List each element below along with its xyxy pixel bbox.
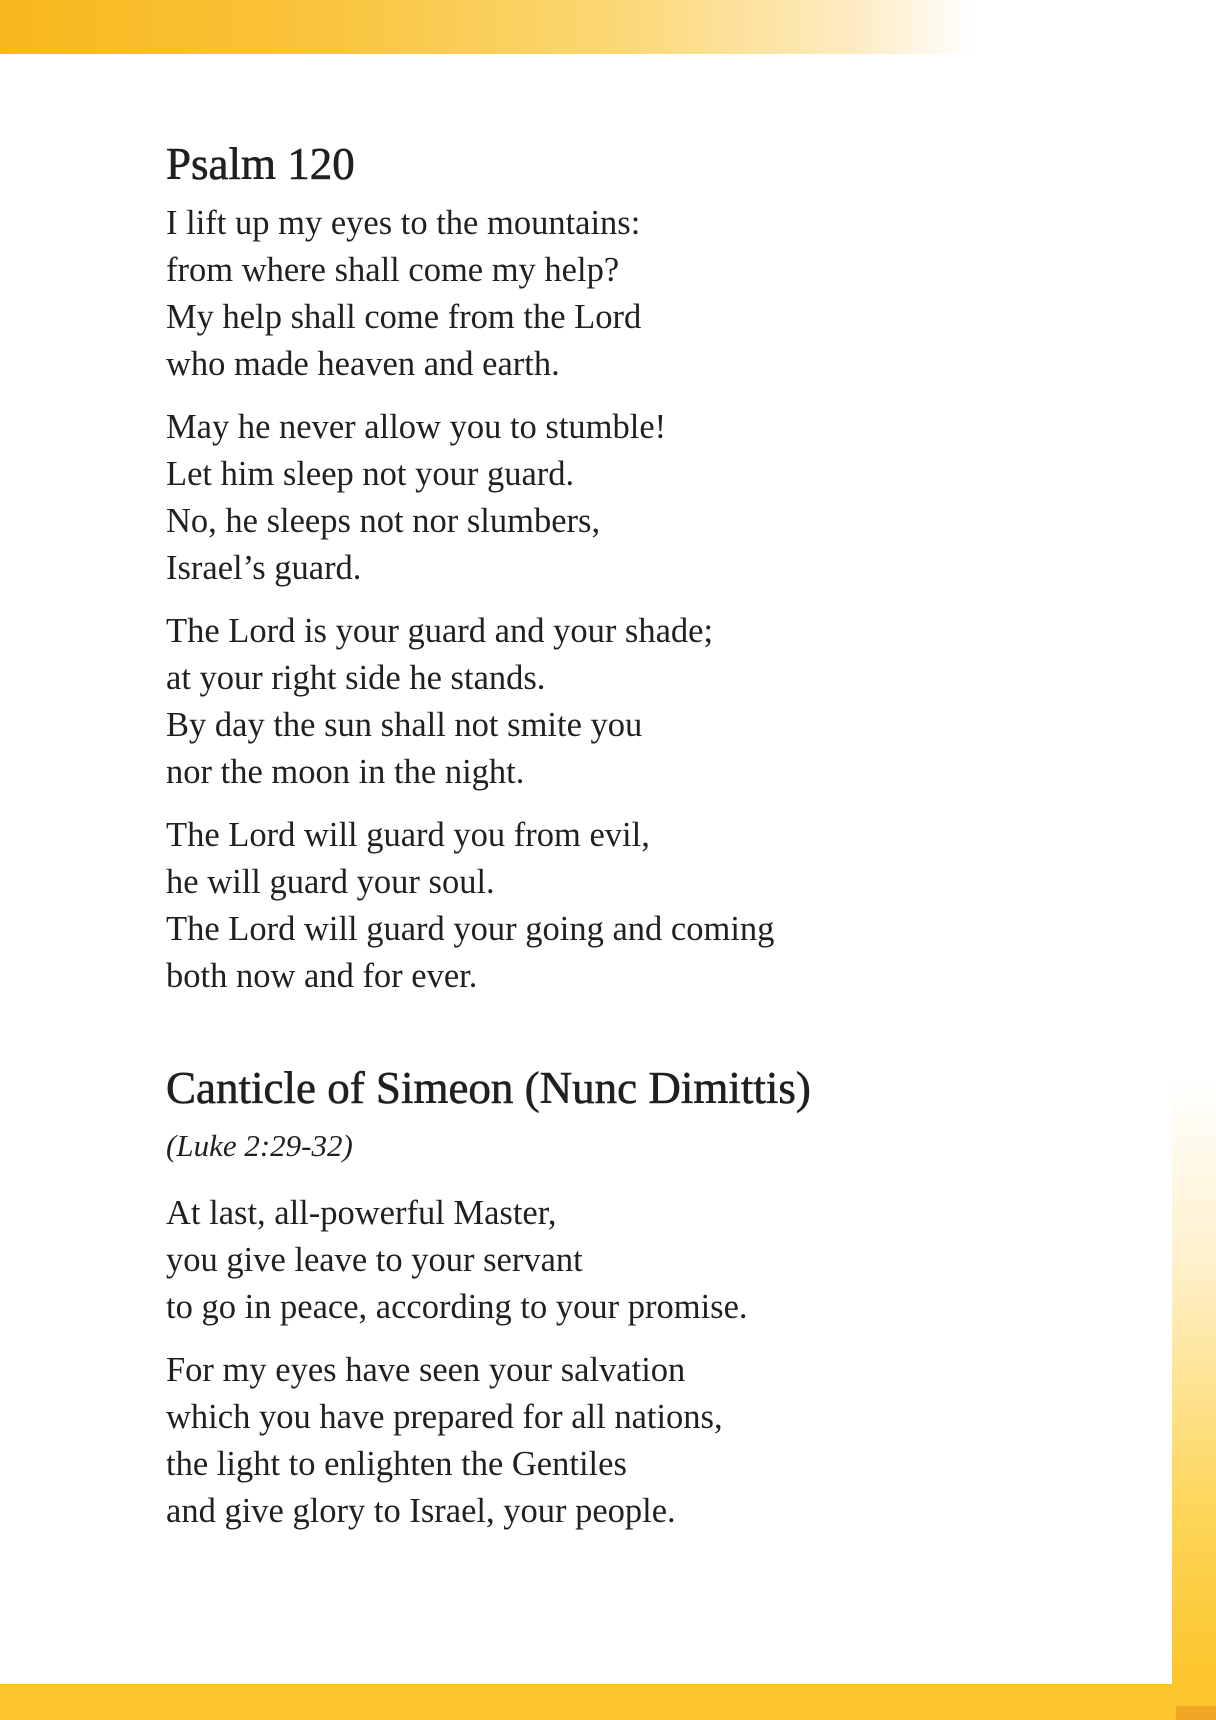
verse-line: The Lord will guard you from evil, [166,816,650,854]
verse-line: at your right side he stands. [166,659,546,697]
verse-line: he will guard your soul. [166,863,495,901]
stanza [166,812,1026,1000]
verse-line: My help shall come from the Lord [166,298,642,336]
stanza [166,608,1026,796]
psalm-120-section [166,136,1026,1000]
section-title: Canticle of Simeon (Nunc Dimittis) [166,1063,811,1113]
verse-line: Let him sleep not your guard. [166,455,575,493]
verse-line: The Lord is your guard and your shade; [166,612,714,650]
scripture-reference: (Luke 2:29-32) [166,1128,353,1163]
stanza [166,1190,1026,1331]
verse-line: from where shall come my help? [166,251,620,289]
verse-line: The Lord will guard your going and coming [166,910,775,948]
page-content [166,136,1026,1551]
verse-line: By day the sun shall not smite you [166,706,643,744]
stanza [166,1347,1026,1535]
verse-line: to go in peace, according to your promise. [166,1288,748,1326]
verse-line: May he never allow you to stumble! [166,408,667,446]
verse-line: I lift up my eyes to the mountains: [166,204,641,242]
verse-line: which you have prepared for all nations, [166,1398,723,1436]
verse-line: No, he sleeps not nor slumbers, [166,502,601,540]
verse-line: and give glory to Israel, your people. [166,1492,676,1530]
verse-line: nor the moon in the night. [166,753,525,791]
verse-line: For my eyes have seen your salvation [166,1351,686,1389]
stanza [166,404,1026,592]
verse-line: Israel’s guard. [166,549,362,587]
canticle-of-simeon-section [166,1060,1026,1535]
verse-line: you give leave to your servant [166,1241,583,1279]
verse-line: both now and for ever. [166,957,478,995]
section-title: Psalm 120 [166,139,355,189]
top-decorative-band [0,0,1216,54]
stanza [166,200,1026,388]
bottom-decorative-band [0,1684,1216,1720]
corner-decorative-accent [1176,1706,1216,1720]
verse-line: the light to enlighten the Gentiles [166,1445,627,1483]
verse-line: who made heaven and earth. [166,345,560,383]
verse-line: At last, all-powerful Master, [166,1194,557,1232]
right-decorative-band [1172,1080,1216,1684]
